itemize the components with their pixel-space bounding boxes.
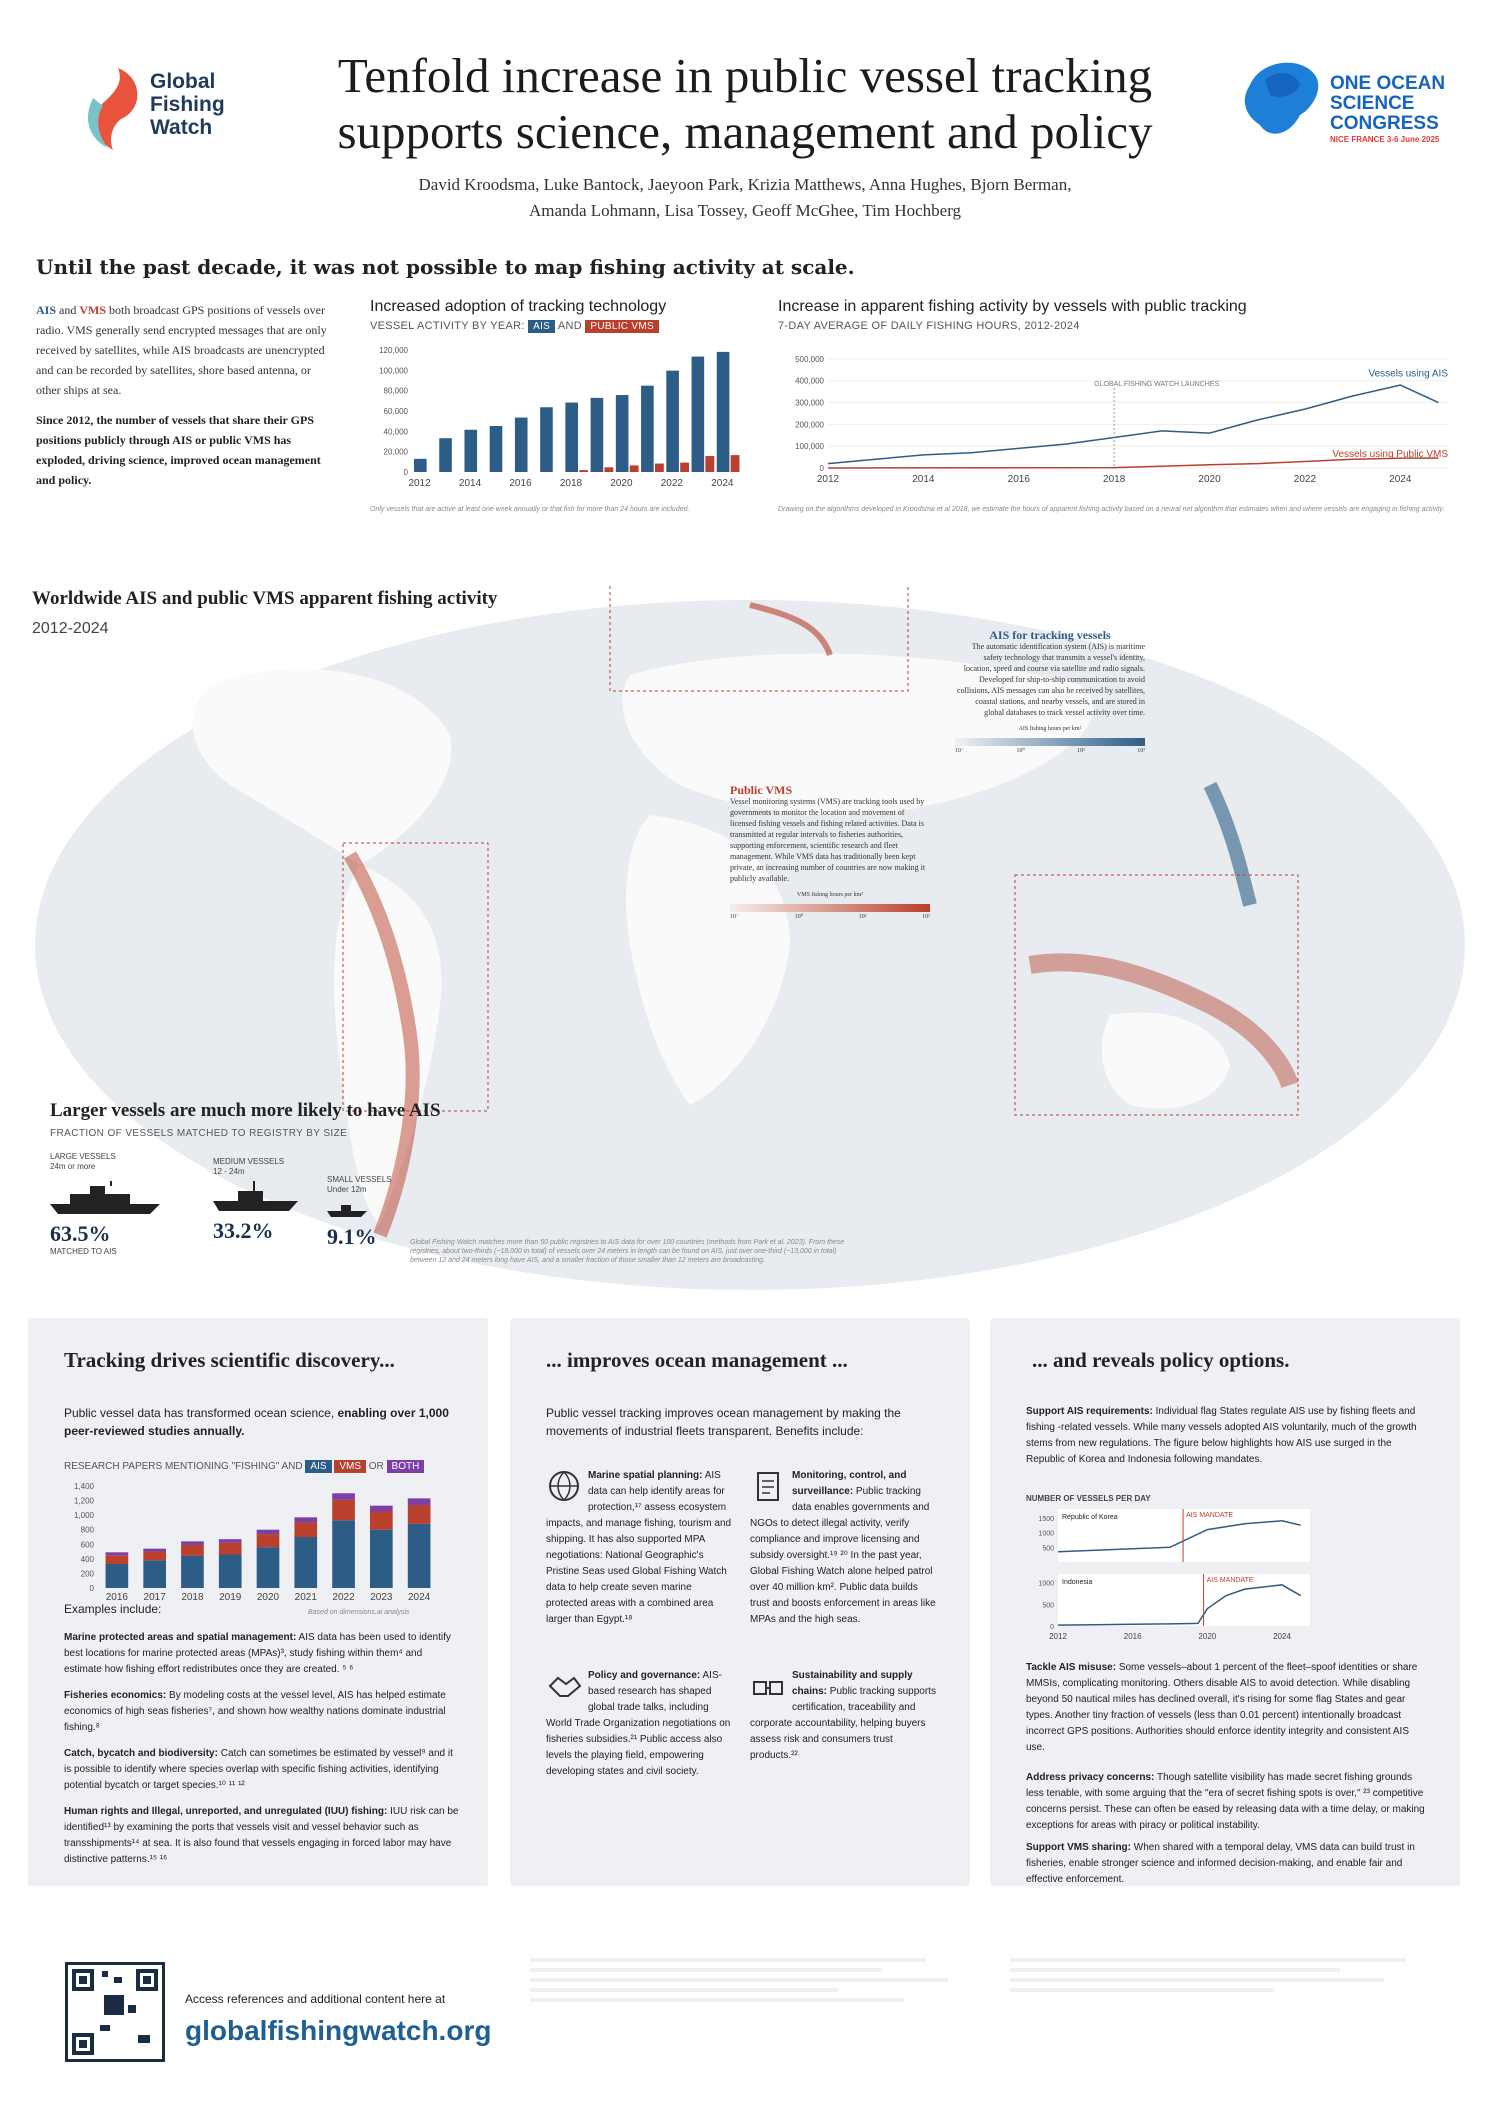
ais-bar (143, 1560, 166, 1588)
ais-bar (515, 418, 528, 472)
activity-note: Drawing on the algorithms developed in Kroodsma et al 2018, we estimate the hours of apparent fishing activity based on a neural net algorithm that estimates when and where vessels are engaging in fishing activity. (778, 506, 1445, 513)
chart-subtitle: VESSEL ACTIVITY BY YEAR: AIS AND PUBLIC VMS (370, 320, 750, 333)
y-tick-label: 1000 (1038, 1580, 1054, 1588)
y-tick-label: 500,000 (795, 354, 824, 364)
both-bar (143, 1549, 166, 1552)
example-item: Catch, bycatch and biodiversity: Catch can sometimes be estimated by vessel⁹ and it is possible to identify where species overlap with specific fishing activities, identifying potential bycatch or target species.¹⁰ ¹¹ ¹² (64, 1748, 453, 1791)
y-tick-label: 60,000 (383, 407, 408, 416)
country-label: Indonesia (1062, 1579, 1093, 1586)
poster-title: Tenfold increase in public vessel tracking supports science, management and policy (337, 48, 1153, 159)
both-bar (257, 1530, 280, 1534)
vms-bar (705, 456, 714, 472)
vms-bar (630, 465, 639, 472)
y-tick-label: 1,200 (73, 1496, 94, 1506)
y-tick-label: 0 (89, 1584, 94, 1593)
small-vessel-icon (327, 1199, 367, 1219)
panel-policy (990, 1318, 1460, 1886)
map-subtitle: 2012-2024 (32, 620, 109, 637)
both-bar (181, 1541, 204, 1545)
supply-chain-icon (750, 1668, 786, 1704)
y-tick-label: 20,000 (383, 447, 408, 457)
x-tick-label: 2012 (1049, 1632, 1067, 1641)
vessels-title: Larger vessels are much more likely to have AIS (50, 1100, 441, 1121)
vms-bar (370, 1512, 393, 1530)
x-tick-label: 2018 (1103, 474, 1126, 485)
x-tick-label: 2022 (660, 478, 684, 489)
ais-bar (717, 352, 730, 472)
both-bar (332, 1493, 355, 1500)
y-tick-label: 200 (80, 1569, 94, 1579)
policy-item: Address privacy concerns: Though satellite visibility has made secret fishing grounds less tenable, with some arguing that the "era of secret fishing spots is over," ²³ competitive concerns persist. These can often be eased by releasing data with a time delay, or making exceptions for areas with piracy or political instability. (1026, 1772, 1425, 1831)
x-tick-label: 2018 (559, 478, 583, 489)
y-tick-label: 100,000 (379, 366, 408, 376)
adoption-bar-chart (370, 342, 750, 502)
x-tick-label: 2022 (332, 1592, 355, 1603)
globe-map-icon (1240, 55, 1325, 145)
ais-bar (257, 1547, 280, 1588)
example-item: Marine protected areas and spatial management: AIS data has been used to identify best locations for marine protected areas (MPAs)³, study fishing within them⁴ and estimate how fishing effort redistributes once they are created. ⁵ ⁶ (64, 1632, 451, 1675)
vms-bar (680, 463, 689, 472)
panel-bg (1058, 1574, 1310, 1626)
series-label-ais: Vessels using AIS (1368, 368, 1448, 380)
y-tick-label: 1,400 (73, 1482, 94, 1491)
ais-bar (692, 357, 705, 472)
medium-vessel-icon (213, 1181, 298, 1213)
vessels-subtitle: FRACTION OF VESSELS MATCHED TO REGISTRY BY SIZE (50, 1128, 348, 1139)
gfw-logo (78, 58, 148, 153)
both-bar (408, 1498, 431, 1505)
globe-icon (546, 1468, 582, 1504)
ais-legend-bar (955, 738, 1145, 746)
ais-bar (106, 1564, 129, 1588)
benefit-policy: Policy and governance: AIS-based research has shaped global trade talks, including World Trade Organization negotiations on fisheries subsidies.²¹ Public access also levels the playing field, empowering developing states and civil society. (546, 1670, 731, 1777)
launch-annotation: GLOBAL FISHING WATCH LAUNCHES (1094, 381, 1220, 388)
y-tick-label: 1500 (1038, 1515, 1054, 1523)
policy-item: Support VMS sharing: When shared with a temporal delay, VMS data can build trust in fisheries, enable stronger science and informed decision-making, and enable fair and effective enforcement. (1026, 1842, 1415, 1885)
chart-title: Increased adoption of tracking technology (370, 298, 667, 315)
mandate-label: AIS MANDATE (1186, 1512, 1234, 1519)
both-bar (219, 1539, 242, 1543)
x-tick-label: 2022 (1293, 474, 1317, 485)
panel-title: ... improves ocean management ... (546, 1348, 848, 1372)
qr-code-icon (68, 1965, 162, 2059)
chart-subtitle: 7-DAY AVERAGE OF DAILY FISHING HOURS, 2012-2024 (778, 320, 1080, 332)
x-tick-label: 2021 (294, 1592, 317, 1603)
ais-bar (408, 1524, 431, 1588)
y-tick-label: 100,000 (795, 442, 824, 452)
x-tick-label: 2012 (408, 478, 431, 489)
benefit-sustainability: Sustainability and supply chains: Public tracking supports certification, traceability and corporate accountability, helping buyers assess risk and consumers trust products.²² (750, 1670, 936, 1761)
x-tick-label: 2024 (407, 1592, 431, 1603)
x-tick-label: 2019 (219, 1592, 242, 1603)
both-bar (106, 1552, 129, 1555)
x-tick-label: 2020 (256, 1592, 280, 1603)
vessel-large: LARGE VESSELS 24m or more 63.5% MATCHED TO AIS (50, 1152, 160, 1257)
section-heading: Until the past decade, it was not possible to map fishing activity at scale. (36, 255, 855, 279)
y-tick-label: 0 (819, 464, 824, 473)
x-tick-label: 2017 (143, 1592, 166, 1603)
adoption-chart (370, 298, 750, 518)
both-bar (370, 1506, 393, 1512)
ais-bar (464, 430, 477, 472)
vms-bar (579, 470, 588, 472)
vms-bar (143, 1552, 166, 1561)
mandate-label: AIS MANDATE (1206, 1577, 1254, 1584)
policy-item: Tackle AIS misuse: Some vessels–about 1 percent of the fleet–spoof identities or share MMSIs, complicating monitoring. Others disable AIS to avoid detection. While disabling beyond 50 nautical miles has declined overall, it's rising for some flag States and gear types. Another tiny fraction of vessels (less than 0.01 percent) intentionally broadcast incorrect GPS positions. Authorities should enforce identity integrity and consistent AIS use. (1026, 1662, 1418, 1753)
congress-logo (1240, 55, 1325, 145)
policy-item: Support AIS requirements: Individual flag States regulate AIS use by fishing fleets and fishing -related vessels. While many vessels adopted AIS voluntarily, much of the growth stems from new regulations. The figure below highlights how AIS use surged in the Republic of Korea and Indonesia following mandates. (1026, 1406, 1417, 1465)
vessel-small: SMALL VESSELS Under 12m 9.1% (327, 1175, 392, 1249)
x-tick-label: 2014 (458, 478, 482, 489)
ais-bar (616, 395, 629, 472)
ais-bar (490, 426, 503, 472)
vms-info-box: Public VMS Vessel monitoring systems (VMS) are tracking tools used by governments to monitor the location and movement of licensed fishing vessels and fishing related activities. Data is transmitted at regular intervals to fisheries authorities, supporting enforcement, scientific research and fleet management. While VMS data has traditionally been kept private, an increasing number of countries are now making it publicly available. VMS fishing hours per km² 10⁻ 10⁰ 10¹ 10² (730, 783, 930, 920)
ais-mandate-chart-title: NUMBER OF VESSELS PER DAY (1026, 1494, 1151, 1503)
ais-bar (591, 398, 604, 472)
congress-name: ONE OCEAN SCIENCE CONGRESS (1330, 73, 1446, 134)
congress-date: NICE FRANCE 3-6 June 2025 (1330, 135, 1440, 144)
map-title: Worldwide AIS and public VMS apparent fishing activity (32, 588, 498, 609)
fishing-activity-chart (778, 298, 1458, 508)
ais-bar (414, 459, 427, 472)
access-text: Access references and additional content here at (185, 1992, 446, 2006)
clipboard-icon (750, 1468, 786, 1504)
y-tick-label: 0 (403, 468, 408, 477)
y-tick-label: 80,000 (383, 386, 408, 396)
x-tick-label: 2014 (912, 474, 935, 485)
fish-icon (78, 58, 148, 153)
y-tick-label: 400 (80, 1554, 94, 1564)
authors: David Kroodsma, Luke Bantock, Jaeyoon Park, Krizia Matthews, Anna Hughes, Bjorn Berman, Amanda Lohmann, Lisa Tossey, Geoff McGhee, Tim Hochberg (418, 175, 1072, 220)
y-tick-label: 1000 (1038, 1530, 1054, 1538)
vessel-medium: MEDIUM VESSELS 12 - 24m 33.2% (213, 1157, 298, 1244)
ais-bar (294, 1537, 317, 1588)
x-tick-label: 2018 (181, 1592, 204, 1603)
x-tick-label: 2016 (1007, 474, 1030, 485)
papers-note: Based on dimensions.ai analysis (308, 1609, 410, 1616)
org-logo-text: Global Fishing Watch (150, 70, 225, 139)
panel-management (510, 1318, 970, 1886)
y-tick-label: 300,000 (795, 398, 824, 408)
y-tick-label: 800 (80, 1525, 94, 1535)
example-item: Human rights and Illegal, unreported, and unregulated (IUU) fishing: IUU risk can be identified¹³ by examining the ports that vessels visit and vessel behavior such as transshipments¹⁴ at sea. It is also found that vessels engaging in forced labor may have distinctive patterns.¹⁵ ¹⁶ (64, 1806, 459, 1865)
x-tick-label: 2016 (509, 478, 532, 489)
y-tick-label: 500 (1042, 1545, 1054, 1553)
vms-bar (655, 464, 664, 472)
ais-bar (439, 438, 452, 472)
x-tick-label: 2024 (1389, 474, 1412, 485)
panel-lead: Public vessel tracking improves ocean management by making the movements of industrial fleets transparent. Benefits include: (546, 1406, 901, 1438)
ais-bar (641, 386, 654, 472)
y-tick-label: 120,000 (379, 346, 408, 355)
y-tick-label: 500 (1042, 1602, 1054, 1610)
website-link[interactable]: globalfishingwatch.org (185, 2015, 492, 2046)
x-tick-label: 2020 (1198, 1632, 1217, 1641)
y-tick-label: 600 (80, 1540, 94, 1550)
panel-title: Tracking drives scientific discovery... (64, 1348, 395, 1372)
adoption-note: Only vessels that are active at least one week annually or that fish for more than 24 hours are included. (370, 506, 690, 513)
x-tick-label: 2023 (370, 1592, 393, 1603)
vms-bar (181, 1545, 204, 1556)
ais-bar (332, 1520, 355, 1588)
country-label: Republic of Korea (1062, 1514, 1118, 1521)
vms-bar (106, 1555, 129, 1564)
benefit-spatial: Marine spatial planning: AIS data can help identify areas for protection,¹⁷ assess ecosystem impacts, and manage fishing, tourism and shipping. It has also supported MPA negotiations: National Geographic's Pristine Seas used Global Fishing Watch data to help create seven marine protected areas with a combined area larger than Egypt.¹⁸ (546, 1470, 732, 1625)
ais-bar (370, 1530, 393, 1588)
x-tick-label: 2020 (1198, 474, 1221, 485)
papers-chart-title: RESEARCH PAPERS MENTIONING "FISHING" AND AIS VMS OR BOTH (64, 1460, 424, 1473)
ais-mandate-chart (1020, 1504, 1320, 1644)
ais-bar (181, 1556, 204, 1588)
ais-bar (540, 407, 553, 472)
vessels-note: Global Fishing Watch matches more than 50 public registries to AIS data for over 100 countries (methods from Park et al. 2023). From these registries, about two-thirds (~18,000 in total) of vessels over 24 meters in length can be found on AIS, just over one-third (~13,000 in total) between 12 and 24 meters long have AIS, and a smaller fraction of those smaller than 12 meters are broadcasting. (410, 1239, 845, 1264)
x-tick-label: 2016 (1123, 1632, 1142, 1641)
y-tick-label: 400,000 (795, 376, 824, 386)
intro-text: AIS and VMS both broadcast GPS positions of vessels over radio. VMS generally send encrypted messages that are only received by satellites, while AIS broadcasts are unencrypted and can be recorded by satellites, shore based antenna, or other ships at sea. Since 2012, the number of vessels that share their GPS positions publicly through AIS or public VMS has exploded, driving science, improved ocean management and policy. (36, 303, 327, 487)
example-item: Fisheries economics: By modeling costs at the vessel level, AIS has helped estimate economics of high seas fisheries⁷, and shown how wealthy nations dominate industrial fishing.⁸ (64, 1690, 446, 1733)
vms-bar (219, 1543, 242, 1555)
y-tick-label: 1,000 (73, 1511, 94, 1521)
science-examples (64, 1630, 459, 1868)
handshake-icon (546, 1668, 582, 1704)
y-tick-label: 0 (1050, 1624, 1054, 1631)
x-tick-label: 2024 (1273, 1632, 1291, 1641)
vms-bar (257, 1534, 280, 1547)
series-label-vms: Vessels using Public VMS (1332, 449, 1448, 461)
chart-title: Increase in apparent fishing activity by vessels with public tracking (778, 298, 1247, 315)
x-tick-label: 2012 (816, 474, 840, 485)
vms-legend-bar (730, 904, 930, 912)
vms-bar (731, 455, 740, 472)
x-tick-label: 2020 (610, 478, 633, 489)
both-bar (294, 1517, 317, 1522)
ais-info-box: AIS for tracking vessels The automatic identification system (AIS) is maritime safety technology that transmits a vessel's identity, location, speed and course via satellite and radio signals. Developed for ship-to-ship communication to avoid collisions, AIS messages can also be received by satellites, coastal stations, and nearby vessels, and are stored in global databases to track vessel activity over time. AIS fishing hours per km² 10⁻ 10⁰ 10¹ 10² (955, 628, 1145, 754)
fishing-line-chart (778, 338, 1458, 498)
y-tick-label: 200,000 (795, 420, 824, 430)
panel-science (28, 1318, 488, 1886)
vms-bar (332, 1500, 355, 1520)
panel-title: ... and reveals policy options. (1032, 1348, 1290, 1372)
y-tick-label: 40,000 (383, 427, 408, 437)
vms-bar (604, 467, 613, 472)
x-tick-label: 2024 (711, 478, 734, 489)
panel-lead: Public vessel data has transformed ocean science, enabling over 1,000 peer-reviewed studies annually. (64, 1406, 449, 1438)
vms-bar (408, 1505, 431, 1524)
ais-bar (666, 371, 679, 472)
large-vessel-icon (50, 1176, 160, 1216)
qr-code (65, 1962, 165, 2062)
papers-bar-chart (58, 1478, 448, 1608)
vms-bar (294, 1522, 317, 1537)
ais-bar (565, 403, 578, 472)
references-col-1 (530, 1958, 970, 2088)
references-col-2 (1010, 1958, 1450, 2088)
ais-bar (219, 1554, 242, 1588)
examples-label: Examples include: (64, 1602, 162, 1616)
benefit-monitoring: Monitoring, control, and surveillance: Public tracking data enables governments and NGOs to detect illegal activity, verify compliance and improve licensing and subsidy oversight.¹⁹ ²⁰ In the past year, Global Fishing Watch alone helped patrol over 40 million km². Public data builds trust and boosts enforcement in areas like MPAs and the high seas. (750, 1470, 936, 1625)
x-tick-label: 2016 (105, 1592, 129, 1603)
